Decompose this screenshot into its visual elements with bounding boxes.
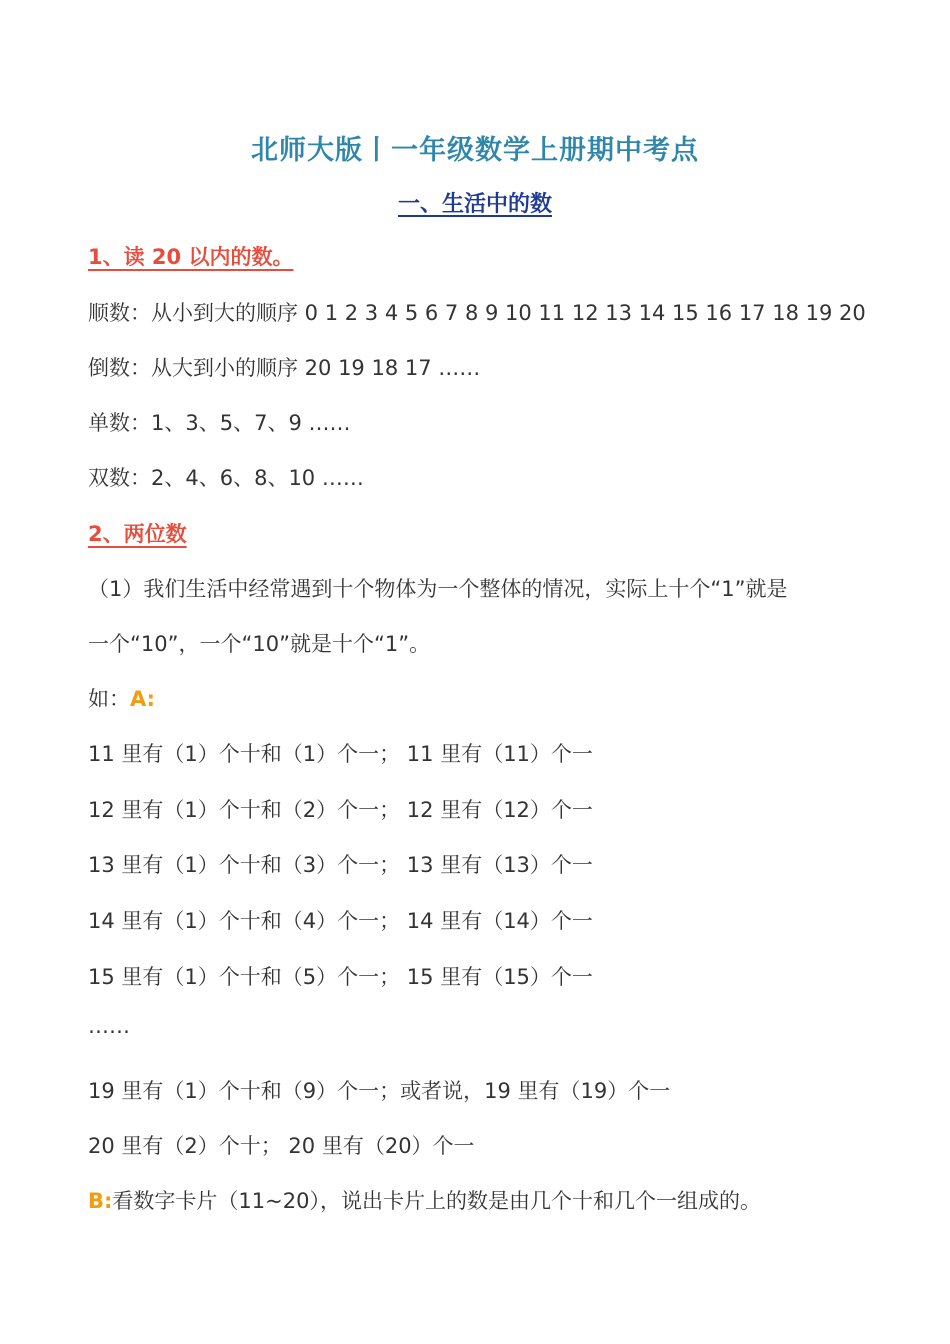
text-line: 单数：1、3、5、7、9 …… xyxy=(88,411,351,435)
text-line: 双数：2、4、6、8、10 …… xyxy=(88,466,364,490)
example-row xyxy=(88,683,155,713)
example-prefix: 如： xyxy=(88,687,130,711)
item2-heading-row xyxy=(88,518,187,548)
section-heading-text: 一、生活中的数 xyxy=(397,192,552,217)
paragraph-line: （1）我们生活中经常遇到十个物体为一个整体的情况，实际上十个“1”就是 xyxy=(88,577,788,601)
text-line: 倒数：从大到小的顺序 20 19 18 17 …… xyxy=(88,356,481,380)
example-line: 20 里有（2）个十； 20 里有（20）个一 xyxy=(88,1134,475,1158)
section-heading xyxy=(0,187,950,218)
example-line: …… xyxy=(88,1014,130,1038)
example-line: 13 里有（1）个十和（3）个一； 13 里有（13）个一 xyxy=(88,853,593,877)
text-line: 顺数：从小到大的顺序 0 1 2 3 4 5 6 7 8 9 10 11 12 13 14 15 16 17 18 19 20 xyxy=(88,301,866,325)
item1-heading: 1、读 20 以内的数。 xyxy=(88,245,294,269)
b-text: 看数字卡片（11~20），说出卡片上的数是由几个十和几个一组成的。 xyxy=(112,1189,761,1213)
page-title: 北师大版丨一年级数学上册期中考点 xyxy=(251,135,699,166)
item1-heading-row xyxy=(88,241,293,271)
example-label-b: B: xyxy=(88,1189,113,1213)
example-line: 14 里有（1）个十和（4）个一； 14 里有（14）个一 xyxy=(88,909,593,933)
example-line: 19 里有（1）个十和（9）个一；或者说，19 里有（19）个一 xyxy=(88,1079,671,1103)
example-label-a: A: xyxy=(130,687,156,711)
example-line: 12 里有（1）个十和（2）个一； 12 里有（12）个一 xyxy=(88,798,593,822)
paragraph-line: 一个“10”，一个“10”就是十个“1”。 xyxy=(88,632,431,656)
example-line: 11 里有（1）个十和（1）个一； 11 里有（11）个一 xyxy=(88,742,593,766)
item2-heading: 2、两位数 xyxy=(88,522,187,546)
example-line: 15 里有（1）个十和（5）个一； 15 里有（15）个一 xyxy=(88,965,593,989)
b-row xyxy=(88,1185,761,1215)
